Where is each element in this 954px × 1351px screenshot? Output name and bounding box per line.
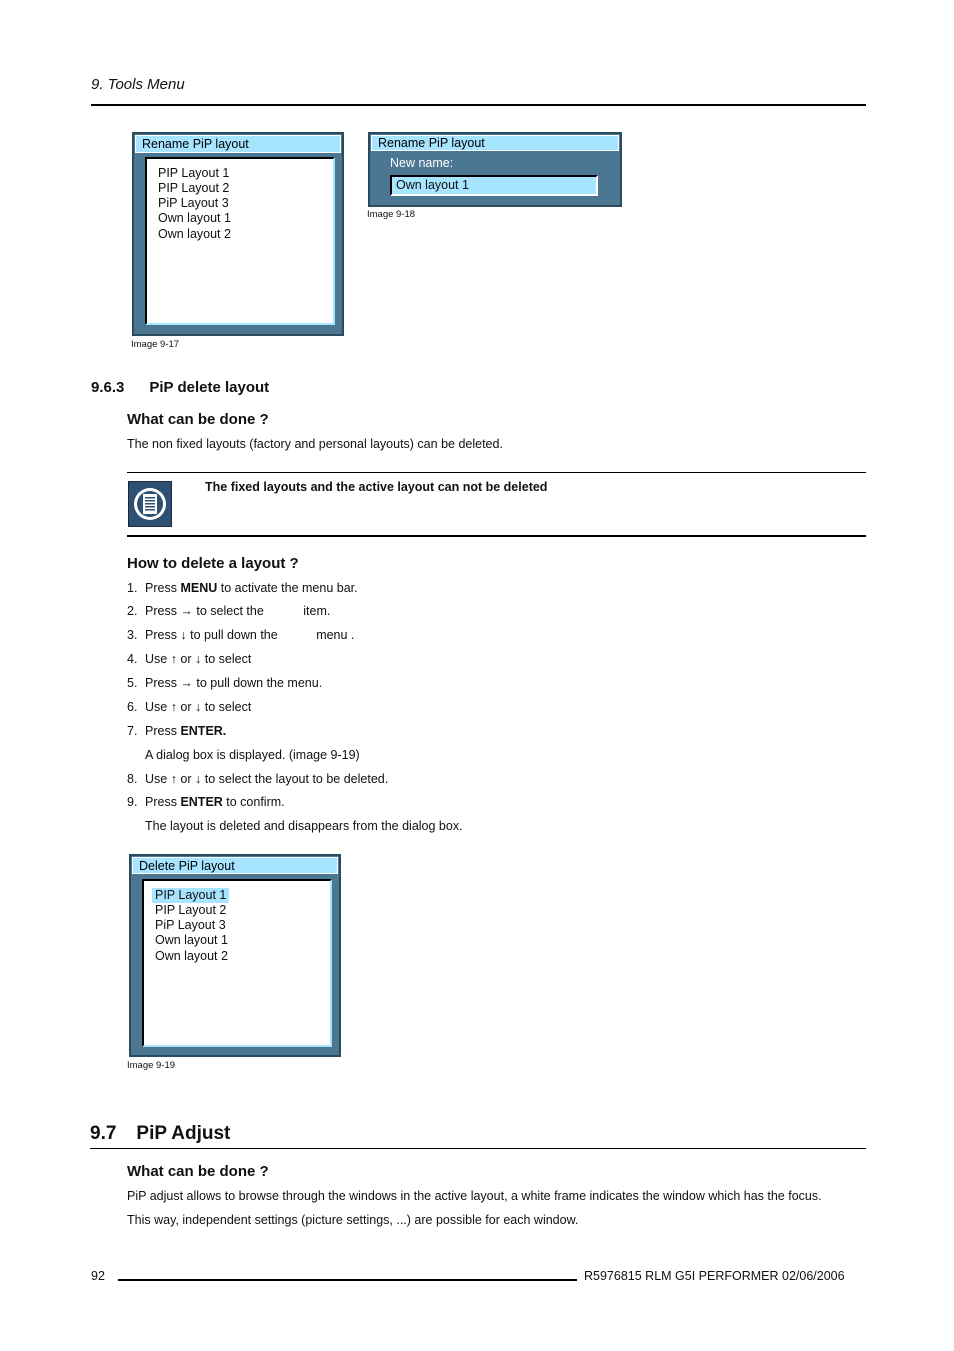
section-heading xyxy=(91,379,269,396)
note-text: The fixed layouts and the active layout can not be deleted xyxy=(205,480,548,494)
note-rule-bottom xyxy=(127,535,866,537)
section-rule xyxy=(90,1148,866,1149)
list-item[interactable]: PiP Layout 3 xyxy=(155,918,226,932)
what-text: The non fixed layouts (factory and personal layouts) can be deleted. xyxy=(127,437,503,451)
list-item[interactable]: PIP Layout 2 xyxy=(155,903,227,917)
list-item[interactable]: Own layout 2 xyxy=(155,949,228,963)
step-result: A dialog box is displayed. (image 9-19) xyxy=(145,748,360,762)
header-rule xyxy=(91,104,866,106)
section-number: 9.7 xyxy=(90,1123,117,1144)
dialog-title: Rename PiP layout xyxy=(135,135,341,153)
paragraph: PiP adjust allows to browse through the windows in the active layout, a white frame indicates the window which has the focus. xyxy=(127,1189,822,1203)
rename-layout-name-dialog xyxy=(368,132,622,207)
section-number: 9.6.3 xyxy=(91,379,125,396)
step-item: 6. Use ↑ or ↓ to select xyxy=(127,700,252,714)
page-number: 92 xyxy=(91,1269,105,1283)
list-item[interactable]: Own layout 1 xyxy=(155,933,228,947)
step-item: 9. Press ENTER to confirm. xyxy=(127,795,285,809)
step-item: 7. Press ENTER. xyxy=(127,724,227,738)
layout-list[interactable] xyxy=(142,879,332,1047)
paragraph: This way, independent settings (picture settings, ...) are possible for each window. xyxy=(127,1213,579,1227)
list-item[interactable]: Own layout 1 xyxy=(158,211,231,225)
note-document-icon xyxy=(128,481,172,527)
step-item: 4. Use ↑ or ↓ to select xyxy=(127,652,252,666)
dialog-title: Delete PiP layout xyxy=(132,857,338,874)
note-rule-top xyxy=(127,472,866,473)
step-item: 1. Press MENU to activate the menu bar. xyxy=(127,581,358,595)
section-heading xyxy=(90,1123,230,1145)
doc-reference: R5976815 RLM G5I PERFORMER 02/06/2006 xyxy=(584,1269,845,1283)
step-result: The layout is deleted and disappears from the dialog box. xyxy=(145,819,463,833)
list-item[interactable]: PiP Layout 3 xyxy=(158,196,229,210)
image-caption: Image 9-18 xyxy=(367,209,416,220)
what-heading: What can be done ? xyxy=(127,411,269,428)
layout-list[interactable] xyxy=(145,157,335,325)
step-item: 2. Press → to select the item. xyxy=(127,604,331,618)
section-title: PiP delete layout xyxy=(149,379,270,396)
delete-layout-dialog xyxy=(129,854,341,1057)
list-item[interactable]: PIP Layout 2 xyxy=(158,181,230,195)
step-item: 3. Press ↓ to pull down the menu . xyxy=(127,628,355,642)
image-caption: Image 9-17 xyxy=(131,339,180,350)
new-name-input[interactable]: Own layout 1 xyxy=(390,175,598,196)
section-title: PiP Adjust xyxy=(136,1123,231,1144)
dialog-title: Rename PiP layout xyxy=(371,135,619,151)
rename-layout-list-dialog xyxy=(132,132,344,336)
chapter-header: 9. Tools Menu xyxy=(91,76,185,93)
list-item[interactable]: Own layout 2 xyxy=(158,227,231,241)
step-item: 5. Press → to pull down the menu. xyxy=(127,676,323,690)
footer-rule xyxy=(118,1279,577,1281)
list-item[interactable]: PIP Layout 1 xyxy=(158,166,230,180)
what-heading: What can be done ? xyxy=(127,1163,269,1180)
how-heading: How to delete a layout ? xyxy=(127,555,299,572)
new-name-label: New name: xyxy=(390,156,454,170)
step-item: 8. Use ↑ or ↓ to select the layout to be deleted. xyxy=(127,772,389,786)
image-caption: Image 9-19 xyxy=(127,1060,176,1071)
list-item-selected[interactable]: PIP Layout 1 xyxy=(152,888,229,903)
